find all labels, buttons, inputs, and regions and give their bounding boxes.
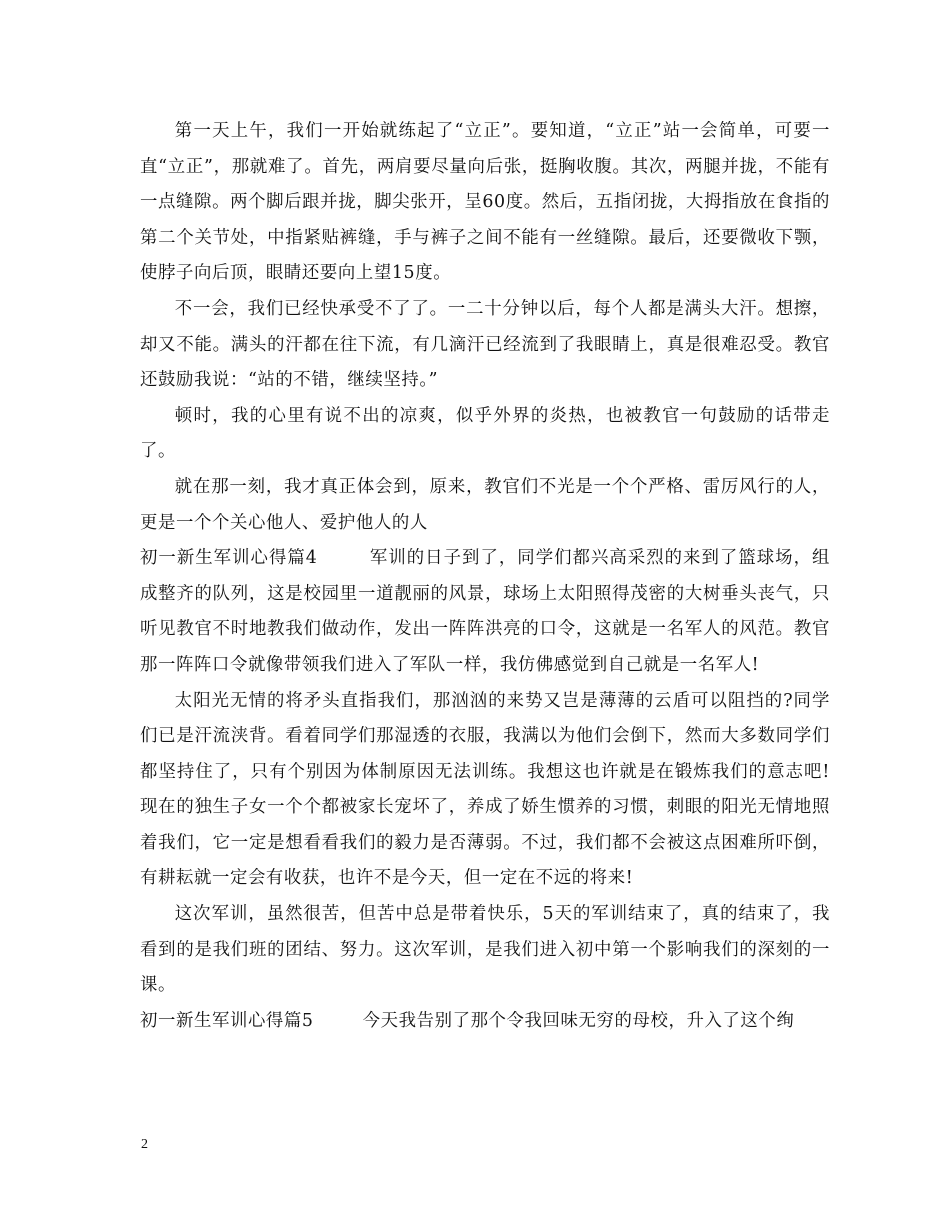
section-4 bbox=[140, 541, 830, 683]
section-heading: 初一新生军训心得篇4 bbox=[140, 548, 318, 569]
section-5 bbox=[140, 1004, 830, 1040]
section-heading: 初一新生军训心得篇5 bbox=[140, 1010, 314, 1031]
paragraph: 这次军训，虽然很苦，但苦中总是带着快乐，5天的军训结束了，真的结束了，我看到的是我们班的团结、努力。这次军训，是我们进入初中第一个影响我们的深刻的一课。 bbox=[140, 904, 830, 996]
document-body bbox=[140, 114, 830, 1039]
page-number: 2 bbox=[141, 1137, 148, 1152]
paragraph: 第一天上午，我们一开始就练起了“立正”。要知道，“立正”站一会简单，可要一直“立正”，那就难了。首先，两肩要尽量向后张，挺胸收腹。其次，两腿并拢，不能有一点缝隙。两个脚后跟并拢，脚尖张开，呈60度。然后，五指闭拢，大拇指放在食指的第二个关节处，中指紧贴裤缝，手与裤子之间不能有一丝缝隙。最后，还要微收下颚，使脖子向后顶，眼睛还要向上望15度。 bbox=[140, 121, 831, 284]
section-text: 军训的日子到了，同学们都兴高采烈的来到了篮球场，组成整齐的队列，这是校园里一道靓丽的风景，球场上太阳照得茂密的大树垂头丧气，只听见教官不时地教我们做动作，发出一阵阵洪亮的口令，这就是一名军人的风范。教官那一阵阵口令就像带领我们进入了军队一样，我仿佛感觉到自己就是一名军人! bbox=[140, 548, 830, 675]
paragraph: 太阳光无情的将矛头直指我们，那汹汹的来势又岂是薄薄的云盾可以阻挡的?同学们已是汗流浃背。看着同学们那湿透的衣服，我满以为他们会倒下，然而大多数同学们都坚持住了，只有个别因为体制原因无法训练。我想这也许就是在锻炼我们的意志吧!现在的独生子女一个个都被家长宠坏了，养成了娇生惯养的习惯，刺眼的阳光无情地照着我们，它一定是想看看我们的毅力是否薄弱。不过，我们都不会被这点困难所吓倒，有耕耘就一定会有收获，也许不是今天，但一定在不远的将来! bbox=[140, 690, 830, 889]
paragraph: 就在那一刻，我才真正体会到，原来，教官们不光是一个个严格、雷厉风行的人，更是一个个关心他人、爱护他人的人 bbox=[140, 476, 830, 533]
paragraph: 不一会，我们已经快承受不了了。一二十分钟以后，每个人都是满头大汗。想擦，却又不能。满头的汗都在往下流，有几滴汗已经流到了我眼睛上，真是很难忍受。教官还鼓励我说：“站的不错，继续坚持。” bbox=[140, 298, 830, 391]
section-text: 今天我告别了那个令我回味无穷的母校，升入了这个绚 bbox=[362, 1010, 795, 1031]
paragraph: 顿时，我的心里有说不出的凉爽，似乎外界的炎热，也被教官一句鼓励的话带走了。 bbox=[140, 405, 830, 462]
